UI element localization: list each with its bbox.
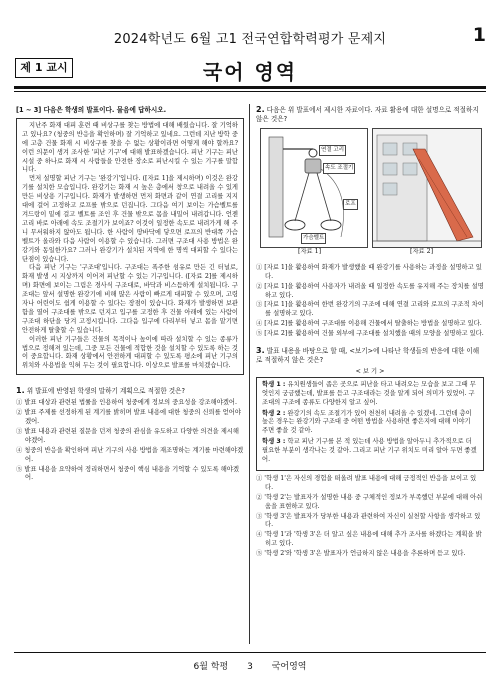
option-1[interactable]: ① 발표 대상과 관련된 법률을 인용하여 청중에게 정보의 중요성을 강조해야겠어. <box>16 399 237 407</box>
label-hook: 연결 고리 <box>319 145 346 156</box>
question-stem: 발표 내용을 바탕으로 할 때, <보기>에 나타난 학생들의 반응에 대한 이해로 적절하지 않은 것은? <box>256 347 480 364</box>
option-4[interactable]: ④ [자료 2]를 활용하여 구조대를 이용해 건물에서 탈출하는 방법을 설명하고 있다. <box>256 320 482 328</box>
option-3[interactable]: ③ '학생 3'은 발표자가 당부한 내용과 관련하여 자신이 실천할 사항을 생각하고 있다. <box>256 512 481 529</box>
label-speed: 속도 조절기 <box>323 163 355 174</box>
left-column <box>16 106 244 484</box>
header-rule-thin <box>14 91 486 92</box>
subject-title: 국어 영역 <box>202 60 298 84</box>
option-1[interactable]: ① '학생 1'은 자신의 경험을 떠올려 발표 내용에 대해 긍정적인 반응을 보이고 있다. <box>256 474 477 491</box>
option-1[interactable]: ① [자료 1]을 활용하여 화재가 발생했을 때 완강기를 사용하는 과정을 설명하고 있다. <box>256 263 482 280</box>
chute-illustration <box>373 129 481 247</box>
question-2 <box>256 106 484 124</box>
figure-1-descender <box>260 128 368 248</box>
passage-paragraph: 지난주 화재 대피 훈련 때 비상구를 찾는 방법에 대해 배웠습니다. 잘 기억하고 있나요? (청중의 반응을 확인하며) 잘 기억하고 있네요. 그런데 지난 방학 중에 고층 건물 화재 시 비상구를 찾을 수 없는 상황이라면 어떻게 해야 할까요? 이런 의문이 생겨 조사한 '피난 기구'에 대해 발표하겠습니다. 피난 기구는 피난 시설 중 하나로 화재 시 사람들을 안전한 장소로 피난시킬 수 있는 기구를 말합니다. <box>22 121 238 174</box>
student-text: 유치원생들이 좁은 곳으로 피난을 타고 내려오는 모습을 보고 그때 무엇인지 궁금했는데, 발표를 듣고 구조대라는 것을 알게 되어 의미가 있었어. 구조대의 구조에 종류도 다양한지 알고 싶어. <box>262 380 476 406</box>
right-column <box>256 106 484 560</box>
option-4[interactable]: ④ 청중의 반응을 확인하며 피난 기구의 사용 방법을 재조명하는 계기를 마련해야겠어. <box>16 446 244 463</box>
header-rule-thick <box>14 86 486 89</box>
page-footer <box>0 659 500 672</box>
question-number: 1. <box>16 386 25 396</box>
option-4[interactable]: ④ '학생 1'과 '학생 3'은 더 알고 싶은 내용에 대해 추가 조사를 하겠다는 계획을 밝히고 있다. <box>256 531 482 548</box>
student-response <box>262 438 478 465</box>
student-text: 완강기의 속도 조절기가 있어 천천히 내려올 수 있겠네. 그런데 층이 높은 경우는 완강기와 구조대 중 어떤 방법을 사용하면 좋은지에 대해 이야기 주면 좋을 것 같아. <box>262 409 472 435</box>
group-instruction: [1 ~ 3] 다음은 학생의 발표이다. 물음에 답하시오. <box>16 106 167 114</box>
example-box-heading: < 보 기 > <box>355 367 385 375</box>
student-response <box>262 410 478 437</box>
passage-paragraph: 먼저 설명할 피난 기구는 '완강기'입니다. ([자료 1]을 제시하며) 이것은 완강기를 설치한 모습입니다. 완강기는 화재 시 높은 층에서 창으로 내려올 수 있게 만든 비상용 기구입니다. 화재가 발생하면 먼저 화면과 같이 연결 고리를 지지대에 걸어 고정하고 로프를 밖으로 던집니다. 그다음 여기 보이는 가슴벨트를 겨드랑이 밑에 걸고 벨트를 조인 후 건물 밖으로 몸을 내밀어 내려갑니다. 언젠 고리 바로 아래에 속도 조절기가 보이죠? 이것이 일정한 속도로 내려가게 해 주니 무서워하지 않아도 됩니다. 한 사람이 땅바닥에 닿으면 로프의 반대쪽 가슴벨트가 올라와 다음 사람이 이용할 수 있습니다. 그러면 구조대 사용 방법은 완강기와 동일한가요? 그러나 완강기가 설치된 지역에 한 명씩 대피할 수 있다는 단점이 있습니다. <box>22 175 238 263</box>
question-stem: 위 발표에 반영된 학생의 말하기 계획으로 적절한 것은? <box>26 387 186 396</box>
descender-illustration <box>261 129 367 247</box>
question-1 <box>16 387 244 396</box>
option-3[interactable]: ③ 발표 내용과 관련된 질문을 던져 청중의 관심을 유도하고 다양한 의견을 제시해야겠어. <box>16 427 239 444</box>
column-divider <box>249 104 250 644</box>
student-response <box>262 381 478 408</box>
option-5[interactable]: ⑤ 발표 내용을 요약하여 정리하면서 청중이 핵심 내용을 기억할 수 있도록 해야겠어. <box>16 465 239 482</box>
question-3-options <box>256 475 484 559</box>
student-label: 학생 3 : <box>262 438 286 446</box>
student-label: 학생 2 : <box>262 409 286 417</box>
label-rope: 로프 <box>343 199 358 210</box>
question-number: 2. <box>256 105 265 114</box>
example-box <box>256 377 484 471</box>
option-2[interactable]: ② '학생 2'는 발표자가 설명한 내용 중 구체적인 정보가 부족했던 부분에 대해 아쉬움을 표현하고 있다. <box>256 493 483 510</box>
session-badge: 제 1 교시 <box>15 58 73 78</box>
footer-subject: 국어영역 <box>271 662 307 672</box>
passage-paragraph: 이러한 피난 기구들은 건물의 목적이나 높이에 따라 설치할 수 있는 종류가 법으로 정해져 있는데, 그중 모든 건물에 적합한 것을 설치할 수 있도록 하는 것이 중요합니다. 화재 상황에서 안전하게 대피할 수 있도록 평소에 피난 기구의 위치와 사용법을 익혀 두는 것이 필요합니다. 이상으로 발표를 마치겠습니다. <box>22 335 238 370</box>
student-text: 학교 피난 기구를 본 적 있는데 사용 방법을 알아두니 추가적으로 더 필요한 부분이 생각나는 것 같아. 그리고 피난 기구 위치도 미리 알아 두면 좋겠어. <box>262 438 477 464</box>
option-2[interactable]: ② [자료 1]을 활용하여 사용자가 내려올 때 일정한 속도를 유지해 주는 장치를 설명하고 있다. <box>256 282 484 299</box>
student-label: 학생 1 : <box>262 380 286 388</box>
question-stem: 다음은 위 발표에서 제시한 자료이다. 자료 활용에 대한 설명으로 적절하지 않은 것은? <box>256 106 479 123</box>
figure-2-chute <box>372 128 482 248</box>
option-2[interactable]: ② 발표 주제를 선정하게 된 계기를 밝히며 발표 내용에 대한 청중의 신뢰를 얻어야겠어. <box>16 409 241 425</box>
question-1-options <box>16 399 244 483</box>
option-3[interactable]: ③ [자료 1]을 활용하여 한번 완강기의 구조에 대해 연결 고리와 로프의 구조적 차이를 설명하고 있다. <box>256 301 484 318</box>
option-5[interactable]: ⑤ '학생 2'와 '학생 3'은 발표자가 언급하지 않은 내용을 추론하며 듣고 있다. <box>256 550 466 558</box>
page-number: 1 <box>472 24 486 46</box>
passage-box <box>16 118 244 375</box>
caption-1: [자료 1] <box>298 247 322 255</box>
figure-area <box>256 128 484 260</box>
option-5[interactable]: ⑤ [자료 2]를 활용하여 건물 외부에 구조대를 설치했을 때의 모양을 설명하고 있다. <box>256 330 484 338</box>
footer-page: 3 <box>247 662 253 672</box>
question-number: 3. <box>256 346 265 356</box>
caption-2: [자료 2] <box>410 247 434 255</box>
label-belt: 가슴벨트 <box>301 233 326 244</box>
footer-rule <box>14 652 486 653</box>
exam-header-title: 2024학년도 6월 고1 전국연합학력평가 문제지 <box>113 32 387 47</box>
passage-paragraph: 다음 피난 기구는 '구조대'입니다. 구조대는 폭주한 섬유로 만든 긴 터널로, 화재 발생 시 지상까지 이어져 피난할 수 있는 기구입니다. ([자료 2]를 제시하며) 화면에 보이는 그림은 경사식 구조대로, 바닥과 비스듬하게 설치됩니다. 구조대는 앞서 설명한 완강기에 비해 많은 사람이 빠르게 대피할 수 있으며, 고령자나 어린이도 쉽게 이용할 수 있다는 장점이 있습니다. 화재가 발생하면 보관함을 열어 구조대를 밖으로 던지고 입구를 고정한 후 건물 아래에 있는 사람이 구조대 하단을 당겨 고정시킵니다. 그다음 입구에 다리부터 넣고 몸을 맡기면 안전하게 탈출할 수 있습니다. <box>22 264 238 334</box>
footer-exam: 6월 학평 <box>193 662 229 672</box>
question-2-options <box>256 264 484 339</box>
question-3 <box>256 347 484 365</box>
